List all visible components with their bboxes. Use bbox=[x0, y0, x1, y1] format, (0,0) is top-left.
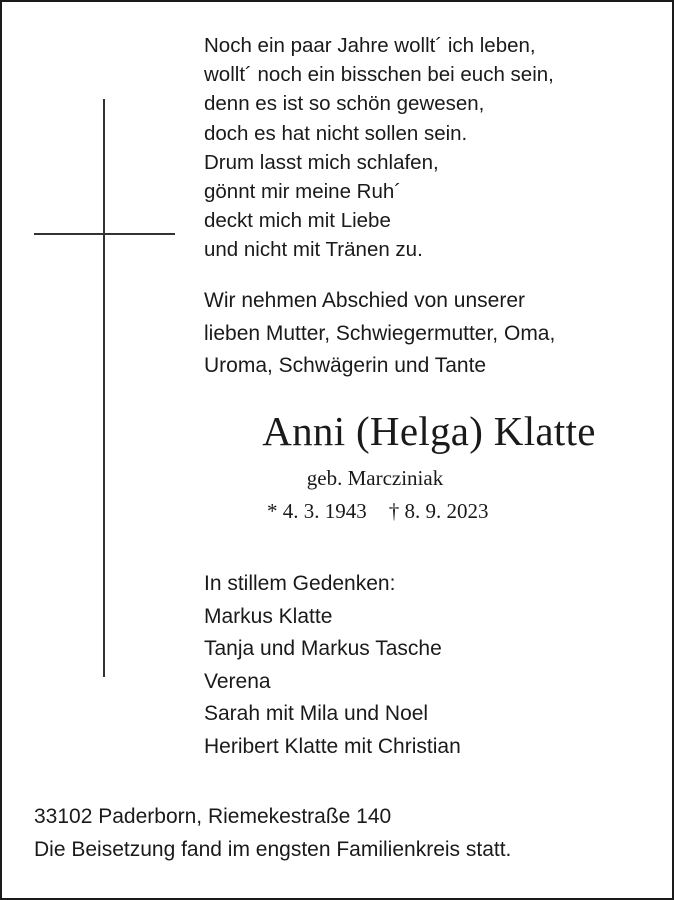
cross-horizontal-beam bbox=[34, 233, 175, 235]
mourner: Markus Klatte bbox=[204, 604, 333, 628]
poem-line: Noch ein paar Jahre wollt´ ich leben, bbox=[204, 34, 536, 57]
poem-line: gönnt mir meine Ruh´ bbox=[204, 180, 402, 204]
farewell-intro bbox=[204, 285, 654, 383]
mourner: Verena bbox=[204, 669, 271, 693]
address: 33102 Paderborn, Riemekestraße 140 bbox=[34, 805, 392, 828]
deceased-name: Anni (Helga) Klatte bbox=[262, 408, 596, 454]
mourners-heading: In stillem Gedenken: bbox=[204, 572, 396, 595]
life-dates bbox=[267, 496, 597, 526]
intro-line: lieben Mutter, Schwiegermutter, Oma, bbox=[204, 321, 556, 345]
poem bbox=[204, 31, 644, 265]
mourner: Tanja und Markus Tasche bbox=[204, 637, 442, 660]
death-date: † 8. 9. 2023 bbox=[388, 499, 489, 523]
birth-date: * 4. 3. 1943 bbox=[267, 499, 367, 523]
cross-vertical-beam bbox=[103, 99, 105, 677]
footer bbox=[34, 800, 654, 866]
intro-line: Uroma, Schwägerin und Tante bbox=[204, 354, 487, 377]
mourner: Sarah mit Mila und Noel bbox=[204, 702, 429, 725]
poem-line: doch es hat nicht sollen sein. bbox=[204, 121, 468, 145]
funeral-notice: Die Beisetzung fand im engsten Familienkreis statt. bbox=[34, 838, 512, 861]
poem-line: Drum lasst mich schlafen, bbox=[204, 150, 439, 174]
poem-line: denn es ist so schön gewesen, bbox=[204, 92, 485, 116]
poem-line: und nicht mit Tränen zu. bbox=[204, 238, 423, 262]
mourner: Heribert Klatte mit Christian bbox=[204, 734, 461, 758]
intro-line: Wir nehmen Abschied von unserer bbox=[204, 289, 525, 312]
poem-line: deckt mich mit Liebe bbox=[204, 209, 391, 233]
deceased-birth-name: geb. Marcziniak bbox=[306, 466, 444, 490]
mourners-list bbox=[204, 568, 644, 763]
poem-line: wollt´ noch ein bisschen bei euch sein, bbox=[204, 63, 554, 87]
